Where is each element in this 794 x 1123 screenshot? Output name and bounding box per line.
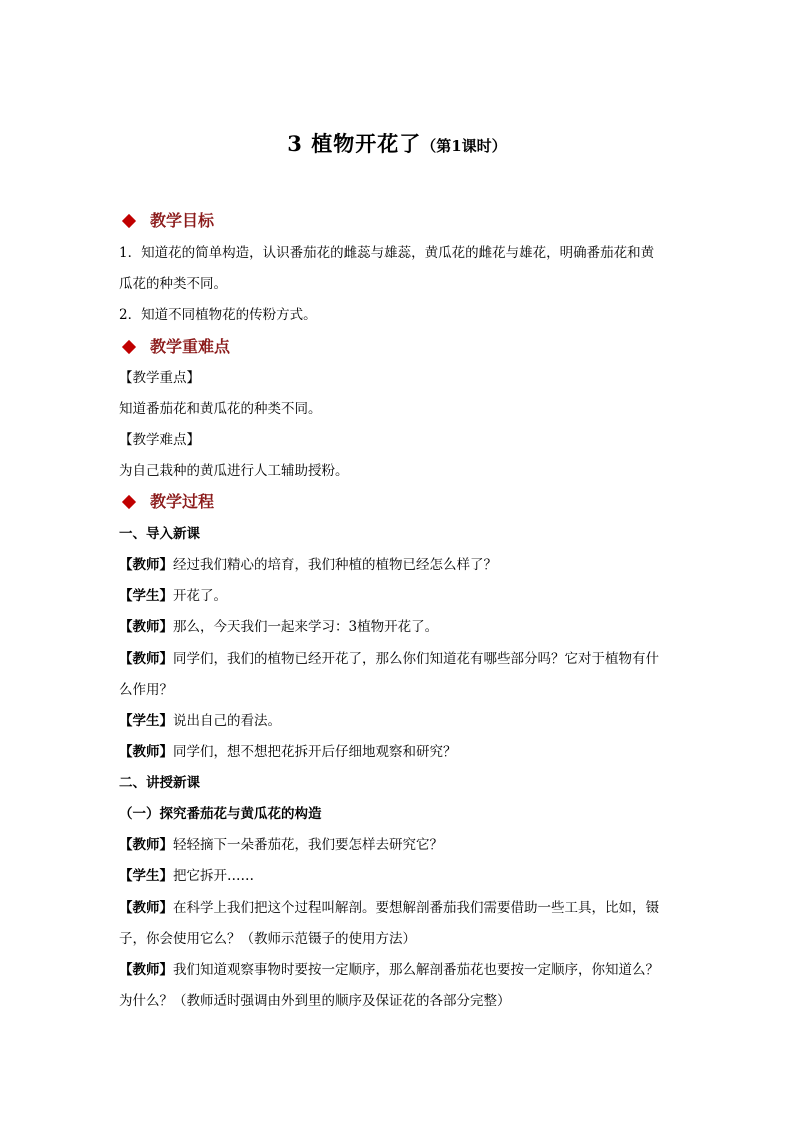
dialogue-line: [119, 898, 659, 918]
dialogue-line: [119, 649, 659, 669]
speaker-tag: 【学生】: [119, 588, 173, 604]
dialogue-continuation: 么作用？: [119, 682, 173, 698]
dialogue-text: 轻轻摘下一朵番茄花，我们要怎样去研究它？: [173, 837, 443, 853]
document-title: [0, 128, 794, 162]
dialogue-text: 同学们，我们的植物已经开花了，那么你们知道花有哪些部分吗？它对于植物有什: [173, 651, 659, 667]
dialogue-text: 经过我们精心的培育，我们种植的植物已经怎么样了？: [173, 557, 497, 573]
speaker-tag: 【教师】: [119, 744, 173, 760]
section-heading-goals-label: 教学目标: [150, 211, 215, 230]
key-focus-label: 【教学重点】: [119, 370, 200, 386]
dialogue-text: 说出自己的看法。: [173, 713, 281, 729]
title-sub: （第1课时）: [421, 137, 507, 155]
section-heading-process-label: 教学过程: [150, 492, 215, 511]
dialogue-line: [119, 586, 227, 606]
part2-heading: 二、讲授新课: [119, 775, 200, 791]
subsection-heading-1: （一）探究番茄花与黄瓜花的构造: [119, 806, 322, 822]
dialogue-line: [119, 555, 497, 575]
speaker-tag: 【教师】: [119, 619, 173, 635]
dialogue-line: [119, 742, 457, 762]
key-focus-text: 知道番茄花和黄瓜花的种类不同。: [119, 401, 322, 417]
dialogue-line: [119, 866, 254, 886]
diamond-bullet-icon: [122, 339, 136, 353]
dialogue-line: [119, 617, 438, 637]
dialogue-line: [119, 835, 443, 855]
dialogue-text: 那么，今天我们一起来学习：3植物开花了。: [173, 619, 439, 635]
dialogue-line: [119, 960, 659, 980]
dialogue-text: 把它拆开……: [173, 868, 254, 884]
diamond-bullet-icon: [122, 494, 136, 508]
part1-heading: 一、导入新课: [119, 526, 200, 542]
goal-item-2: 2．知道不同植物花的传粉方式。: [119, 307, 317, 323]
goal-item-1-line-2: 瓜花的种类不同。: [119, 276, 227, 292]
key-difficulty-label: 【教学难点】: [119, 432, 200, 448]
speaker-tag: 【教师】: [119, 557, 173, 573]
speaker-tag: 【教师】: [119, 962, 173, 978]
diamond-bullet-icon: [122, 213, 136, 227]
dialogue-line: [119, 711, 281, 731]
speaker-tag: 【教师】: [119, 651, 173, 667]
dialogue-text: 我们知道观察事物时要按一定顺序，那么解剖番茄花也要按一定顺序，你知道么？: [173, 962, 659, 978]
section-heading-process: [120, 491, 214, 513]
goal-item-1-line-1: 1．知道花的简单构造，认识番茄花的雌蕊与雄蕊，黄瓜花的雌花与雄花，明确番茄花和黄: [119, 245, 655, 261]
dialogue-text: 在科学上我们把这个过程叫解剖。要想解剖番茄我们需要借助一些工具，比如，镊: [173, 900, 659, 916]
speaker-tag: 【教师】: [119, 900, 173, 916]
section-heading-goals: [120, 210, 214, 232]
section-heading-key: [120, 336, 230, 358]
section-heading-key-label: 教学重难点: [150, 337, 231, 356]
dialogue-text: 开花了。: [173, 588, 227, 604]
dialogue-text: 同学们，想不想把花拆开后仔细地观察和研究？: [173, 744, 457, 760]
dialogue-continuation: 为什么？（教师适时强调由外到里的顺序及保证花的各部分完整）: [119, 993, 511, 1009]
title-main: 3 植物开花了: [287, 131, 422, 156]
speaker-tag: 【学生】: [119, 713, 173, 729]
key-difficulty-text: 为自己栽种的黄瓜进行人工辅助授粉。: [119, 463, 349, 479]
speaker-tag: 【学生】: [119, 868, 173, 884]
speaker-tag: 【教师】: [119, 837, 173, 853]
dialogue-continuation: 子，你会使用它么？（教师示范镊子的使用方法）: [119, 931, 416, 947]
